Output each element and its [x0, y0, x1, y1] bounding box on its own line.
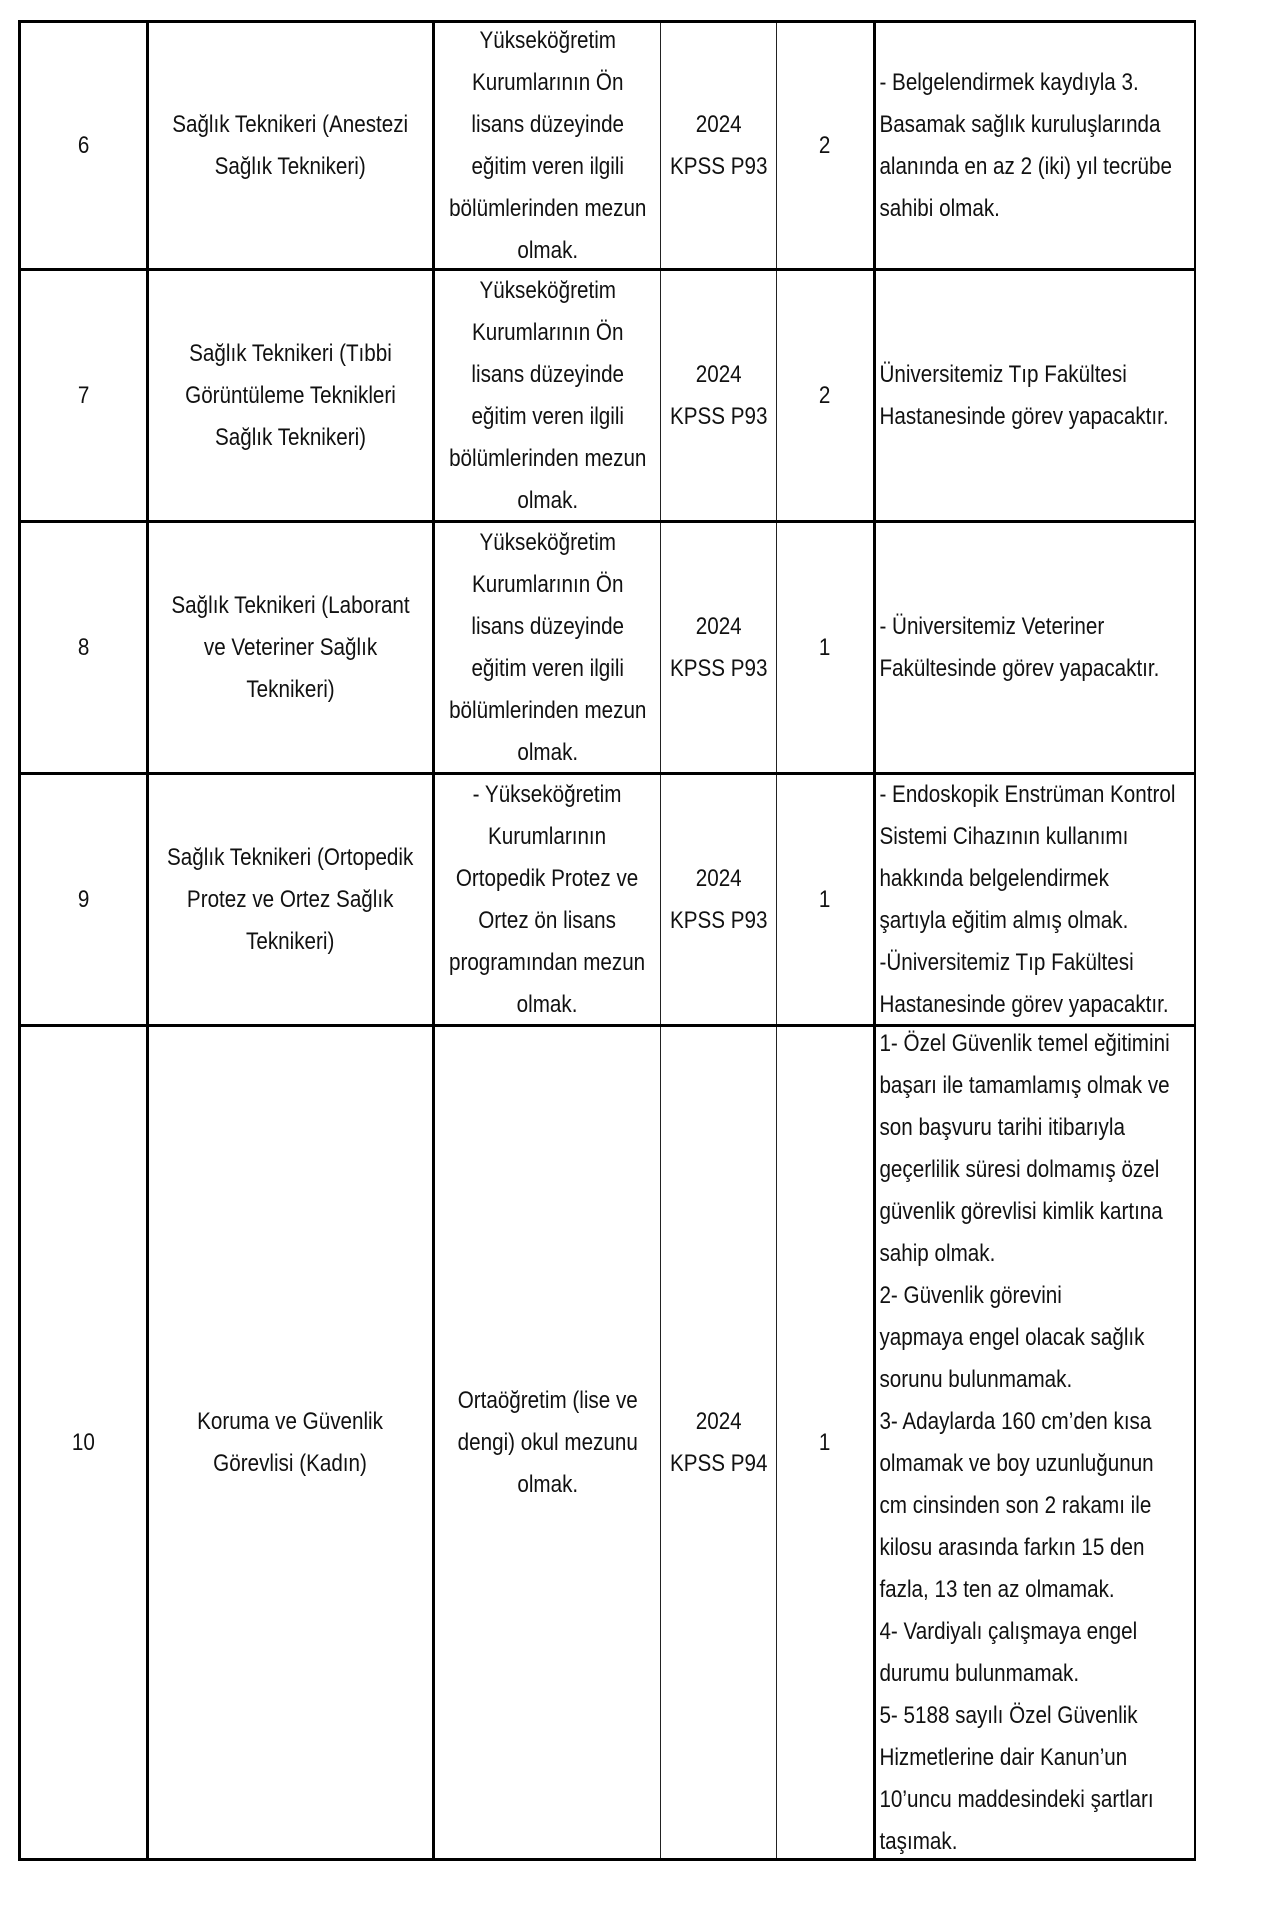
text-line: sahibi olmak. [879, 194, 1000, 222]
row-number-cell [18, 775, 146, 1024]
special-conditions-cell [873, 523, 1196, 772]
text-line: 3- Adaylarda 160 cm’den kısa [879, 1407, 1152, 1435]
special-conditions-cell [873, 271, 1196, 520]
text-line: sorunu bulunmamak. [879, 1365, 1073, 1393]
education-requirement-cell [432, 523, 660, 772]
text-line: yapmaya engel olacak sağlık [879, 1323, 1145, 1351]
education-requirement-text [433, 774, 661, 1026]
text-line: olmak. [517, 990, 578, 1018]
text-line: 7 [77, 381, 90, 409]
text-line: 2- Güvenlik görevini [879, 1281, 1062, 1309]
education-requirement-cell [432, 23, 660, 268]
position-count-text [818, 879, 831, 921]
education-requirement-text [433, 20, 662, 272]
text-line: Üniversitemiz Tıp Fakültesi [879, 360, 1127, 388]
row-number-text [77, 627, 90, 669]
special-conditions-text [876, 606, 1206, 690]
text-line: 2024 [695, 360, 742, 388]
text-line: sahip olmak. [879, 1239, 996, 1267]
text-line: 1 [819, 885, 831, 913]
text-line: güvenlik görevlisi kimlik kartına [879, 1197, 1163, 1225]
position-title-cell [146, 271, 432, 520]
text-line: Yükseköğretim [479, 528, 616, 556]
text-line: Kurumlarının Ön [471, 570, 624, 598]
position-title-cell [146, 523, 432, 772]
text-line: KPSS P93 [669, 152, 768, 180]
special-conditions-cell [873, 1027, 1196, 1858]
text-line: alanında en az 2 (iki) yıl tecrübe [879, 152, 1173, 180]
text-line: KPSS P93 [669, 906, 768, 934]
row-number-cell [18, 1027, 146, 1858]
exam-score-type-cell [660, 775, 776, 1024]
text-line: Ortaöğretim (lise ve [457, 1386, 638, 1414]
text-line: Sağlık Teknikeri (Anestezi [172, 110, 409, 138]
text-line: Teknikeri) [246, 675, 335, 703]
text-line: 10 [72, 1428, 95, 1456]
text-line: Teknikeri) [246, 927, 335, 955]
special-conditions-cell [873, 23, 1196, 268]
exam-score-type-text [662, 354, 775, 438]
text-line: KPSS P94 [669, 1449, 768, 1477]
text-line: son başvuru tarihi itibarıyla [879, 1113, 1125, 1141]
text-line: Görüntüleme Teknikleri [185, 381, 396, 409]
position-count-text [818, 375, 831, 417]
text-line: eğitim veren ilgili [471, 654, 624, 682]
position-title-text [147, 837, 433, 963]
text-line: Görevlisi (Kadın) [213, 1449, 368, 1477]
exam-score-type-text [662, 606, 775, 690]
text-line: başarı ile tamamlamış olmak ve [879, 1071, 1170, 1099]
position-count-cell [776, 1027, 873, 1858]
row-number-text [70, 1422, 97, 1464]
education-requirement-text [433, 522, 662, 774]
text-line: 4- Vardiyalı çalışmaya engel [879, 1617, 1138, 1645]
text-line: programından mezun [449, 948, 646, 976]
text-line: 1- Özel Güvenlik temel eğitimini [879, 1029, 1170, 1057]
text-line: 2 [819, 131, 831, 159]
text-line: Sağlık Teknikeri) [214, 423, 367, 451]
text-line: - Belgelendirmek kaydıyla 3. [879, 68, 1139, 96]
text-line: Basamak sağlık kuruluşlarında [879, 110, 1161, 138]
position-title-cell [146, 23, 432, 268]
education-requirement-text [433, 270, 662, 522]
position-title-text [182, 1401, 398, 1485]
text-line: 6 [77, 131, 90, 159]
text-line: Kurumlarının Ön [471, 68, 624, 96]
table-row [18, 20, 1196, 271]
position-title-text [152, 585, 429, 711]
text-line: bölümlerinden mezun [448, 194, 647, 222]
text-line: Sağlık Teknikeri (Tıbbi [189, 339, 392, 367]
exam-score-type-cell [660, 1027, 776, 1858]
table-row [18, 271, 1196, 523]
text-line: Yükseköğretim [479, 26, 616, 54]
text-line: geçerlilik süresi dolmamış özel [879, 1155, 1160, 1183]
table-row [18, 523, 1196, 775]
text-line: 8 [77, 633, 90, 661]
text-line: cm cinsinden son 2 rakamı ile [879, 1491, 1152, 1519]
text-line: 10’uncu maddesindeki şartları [879, 1785, 1154, 1813]
text-line: Protez ve Ortez Sağlık [187, 885, 394, 913]
position-count-cell [776, 775, 873, 1024]
exam-score-type-cell [660, 271, 776, 520]
education-requirement-cell [432, 271, 660, 520]
text-line: ve Veteriner Sağlık [203, 633, 378, 661]
position-title-cell [146, 775, 432, 1024]
position-table [18, 20, 1196, 1861]
text-line: Hastanesinde görev yapacaktır. [879, 990, 1169, 1018]
text-line: olmak. [517, 738, 578, 766]
text-line: bölümlerinden mezun [448, 696, 647, 724]
text-line: 9 [77, 885, 90, 913]
text-line: hakkında belgelendirmek [879, 864, 1109, 892]
row-number-cell [18, 523, 146, 772]
position-count-text [818, 1422, 831, 1464]
text-line: Kurumlarının [488, 822, 607, 850]
text-line: lisans düzeyinde [471, 612, 624, 640]
special-conditions-cell [873, 775, 1196, 1024]
exam-score-type-text [662, 104, 775, 188]
text-line: 2024 [695, 1407, 742, 1435]
text-line: - Endoskopik Enstrüman Kontrol [879, 780, 1176, 808]
education-requirement-cell [432, 1027, 660, 1858]
text-line: lisans düzeyinde [471, 110, 624, 138]
position-title-cell [146, 1027, 432, 1858]
text-line: olmak. [517, 486, 578, 514]
position-count-cell [776, 271, 873, 520]
table-row [18, 775, 1196, 1027]
text-line: Yükseköğretim [479, 276, 616, 304]
text-line: 1 [819, 633, 831, 661]
position-count-text [818, 627, 831, 669]
text-line: Sistemi Cihazının kullanımı [879, 822, 1129, 850]
table-row [18, 1027, 1196, 1861]
text-line: Fakültesinde görev yapacaktır. [879, 654, 1160, 682]
text-line: Kurumlarının Ön [471, 318, 624, 346]
special-conditions-text [876, 354, 1216, 438]
special-conditions-text [876, 62, 1220, 230]
text-line: Hizmetlerine dair Kanun’un [879, 1743, 1128, 1771]
text-line: Ortopedik Protez ve [456, 864, 639, 892]
text-line: Sağlık Teknikeri (Laborant [171, 591, 410, 619]
position-title-text [168, 333, 413, 459]
text-line: 2024 [695, 110, 742, 138]
text-line: şartıyla eğitim almış olmak. [879, 906, 1129, 934]
position-title-text [153, 104, 427, 188]
text-line: lisans düzeyinde [471, 360, 624, 388]
row-number-cell [18, 271, 146, 520]
row-number-text [77, 879, 90, 921]
text-line: KPSS P93 [669, 654, 768, 682]
text-line: -Üniversitemiz Tıp Fakültesi [879, 948, 1134, 976]
text-line: eğitim veren ilgili [471, 402, 624, 430]
text-line: durumu bulunmamak. [879, 1659, 1080, 1687]
text-line: 5- 5188 sayılı Özel Güvenlik [879, 1701, 1138, 1729]
text-line: eğitim veren ilgili [471, 152, 624, 180]
text-line: kilosu arasında farkın 15 den [879, 1533, 1145, 1561]
row-number-text [77, 125, 90, 167]
exam-score-type-text [662, 858, 775, 942]
position-count-text [818, 125, 831, 167]
education-requirement-cell [432, 775, 660, 1024]
text-line: dengi) okul mezunu [457, 1428, 638, 1456]
text-line: fazla, 13 ten az olmamak. [879, 1575, 1115, 1603]
text-line: - Üniversitemiz Veteriner [879, 612, 1105, 640]
text-line: bölümlerinden mezun [448, 444, 647, 472]
text-line: Ortez ön lisans [478, 906, 617, 934]
text-line: taşımak. [879, 1827, 958, 1855]
special-conditions-text [876, 1023, 1217, 1863]
text-line: olmak. [517, 1470, 578, 1498]
text-line: Sağlık Teknikeri) [214, 152, 367, 180]
text-line: olmamak ve boy uzunluğunun [879, 1449, 1154, 1477]
text-line: KPSS P93 [669, 402, 768, 430]
education-requirement-text [443, 1380, 652, 1506]
special-conditions-text [876, 774, 1224, 1026]
position-count-cell [776, 523, 873, 772]
text-line: - Yükseköğretim [473, 780, 622, 808]
text-line: 1 [819, 1428, 831, 1456]
text-line: 2024 [695, 612, 742, 640]
text-line: 2024 [695, 864, 742, 892]
position-count-cell [776, 23, 873, 268]
text-line: Koruma ve Güvenlik [197, 1407, 384, 1435]
text-line: 2 [819, 381, 831, 409]
exam-score-type-text [662, 1401, 775, 1485]
text-line: Sağlık Teknikeri (Ortopedik [167, 843, 414, 871]
row-number-cell [18, 23, 146, 268]
row-number-text [77, 375, 90, 417]
text-line: olmak. [517, 236, 578, 264]
exam-score-type-cell [660, 23, 776, 268]
exam-score-type-cell [660, 523, 776, 772]
text-line: Hastanesinde görev yapacaktır. [879, 402, 1169, 430]
